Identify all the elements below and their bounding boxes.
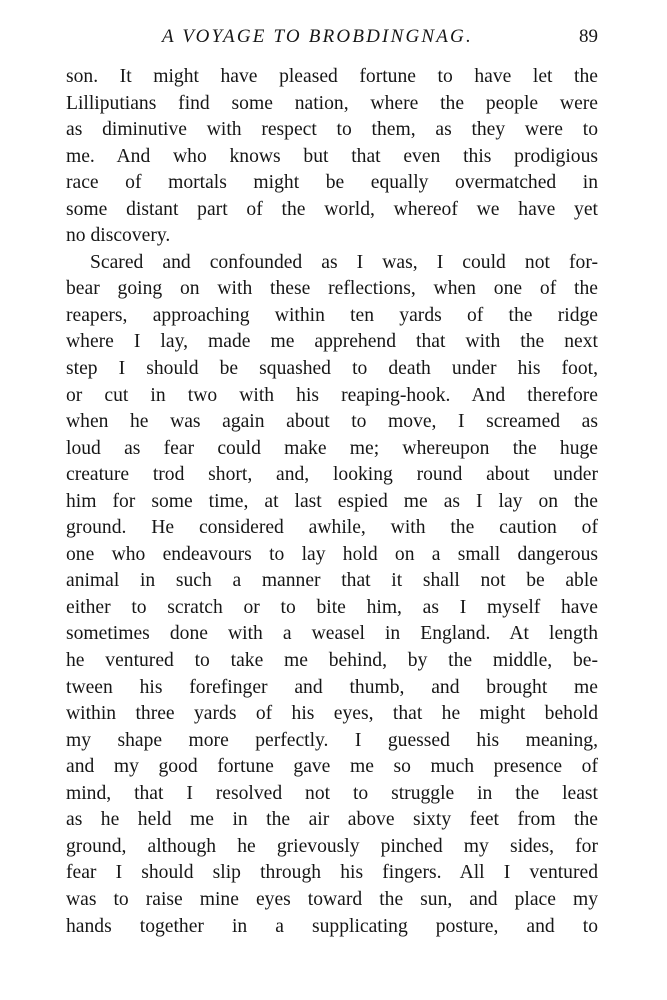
text-line: as diminutive with respect to them, as they were to: [66, 119, 598, 141]
text-line: my shape more perfectly. I guessed his meaning,: [66, 729, 598, 751]
text-line: creature trod short, and, looking round about under: [66, 464, 598, 486]
running-head: [66, 22, 598, 52]
text-line: where I lay, made me apprehend that with the next: [66, 331, 598, 353]
text-line: Scared and confounded as I was, I could not for-: [90, 251, 598, 273]
page-number: 89: [579, 26, 598, 47]
text-line: reapers, approaching within ten yards of the ridge: [66, 304, 598, 326]
text-line: fear I should slip through his fingers. All I ventured: [66, 862, 598, 884]
text-line: race of mortals might be equally overmatched in: [66, 172, 598, 194]
text-line: loud as fear could make me; whereupon the huge: [66, 437, 598, 459]
text-line: when he was again about to move, I screamed as: [66, 411, 598, 433]
text-line: him for some time, at last espied me as I lay on the: [66, 490, 598, 512]
text-line: either to scratch or to bite him, as I myself have: [66, 596, 598, 618]
text-line: some distant part of the world, whereof we have yet: [66, 198, 598, 220]
text-line: mind, that I resolved not to struggle in the least: [66, 782, 598, 804]
text-line: hands together in a supplicating posture, and to: [66, 915, 598, 937]
text-line: within three yards of his eyes, that he might behold: [66, 703, 598, 725]
text-line: one who endeavours to lay hold on a small dangerous: [66, 543, 598, 565]
text-line: no discovery.: [66, 225, 171, 247]
paragraph: [66, 250, 598, 940]
paragraph: [66, 64, 598, 250]
text-line: animal in such a manner that it shall not be able: [66, 570, 598, 592]
text-line: tween his forefinger and thumb, and brought me: [66, 676, 598, 698]
running-title: A VOYAGE TO BROBDINGNAG.: [162, 26, 473, 47]
text-line: was to raise mine eyes toward the sun, and place my: [66, 888, 598, 910]
text-line: son. It might have pleased fortune to have let the: [66, 66, 598, 87]
text-line: and my good fortune gave me so much presence of: [66, 756, 598, 778]
text-line: ground, although he grievously pinched my sides, for: [66, 835, 598, 857]
text-line: Lilliputians find some nation, where the people were: [66, 92, 598, 114]
text-line: step I should be squashed to death under his foot,: [66, 358, 598, 380]
text-line: as he held me in the air above sixty feet from the: [66, 809, 598, 831]
text-line: he ventured to take me behind, by the middle, be-: [66, 650, 598, 672]
text-line: sometimes done with a weasel in England. At length: [66, 623, 598, 645]
body-text: [66, 64, 598, 940]
text-line: me. And who knows but that even this prodigious: [66, 145, 598, 167]
text-line: bear going on with these reflections, when one of the: [66, 278, 598, 300]
text-line: ground. He considered awhile, with the caution of: [66, 517, 598, 539]
text-line: or cut in two with his reaping-hook. And therefore: [66, 384, 598, 406]
